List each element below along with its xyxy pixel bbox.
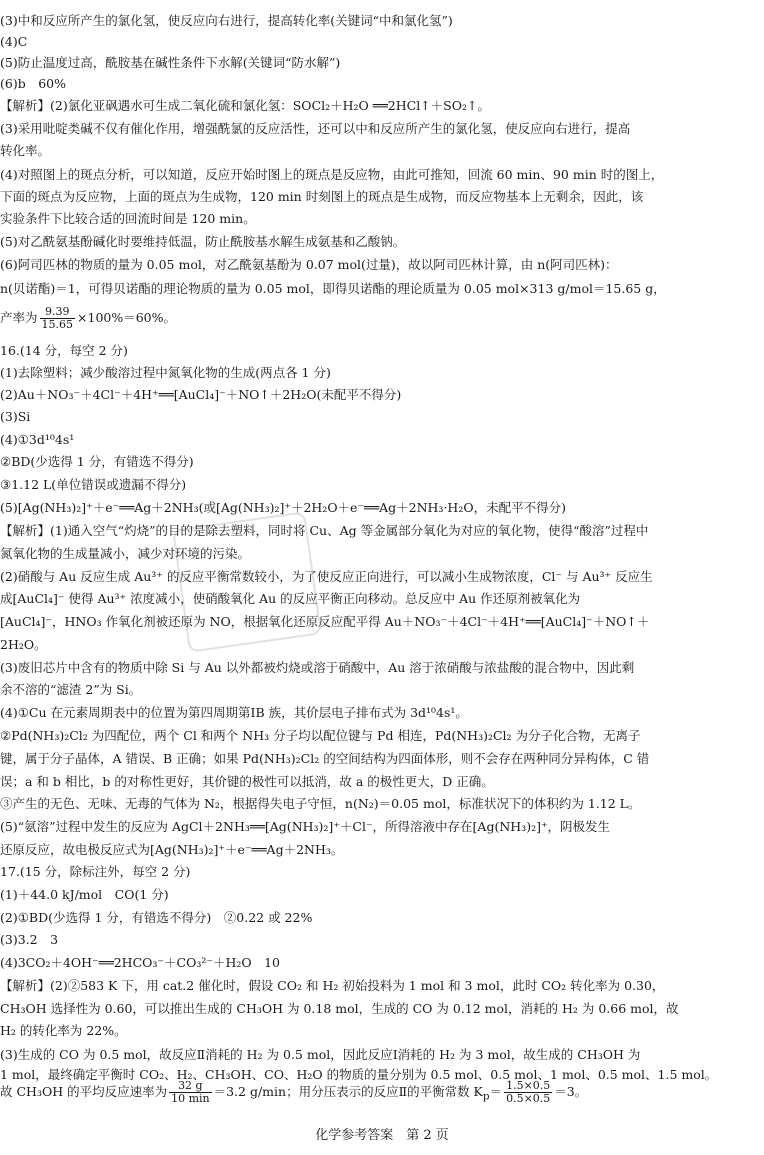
rate-prefix: 故 CH₃OH 的平均反应速率为 bbox=[0, 1084, 168, 1099]
text-line: 1 mol，最终确定平衡时 CO₂、H₂、CH₃OH、CO、H₂O 的物质的量分别为 0.5 mol、0.5 mol、1 mol、0.5 mol、1.5 mol。 bbox=[0, 1067, 718, 1082]
text-line: ②BD(少选得 1 分，有错选不得分) bbox=[0, 454, 194, 469]
rate-denominator: 10 min bbox=[171, 1092, 210, 1105]
text-line: [AuCl₄]⁻，HNO₃ 作氧化剂被还原为 NO，根据氧化还原反应配平得 Au＋NO₃⁻＋4Cl⁻＋4H⁺══[AuCl₄]⁻＋NO↑＋ bbox=[0, 614, 650, 629]
rate-numerator: 32 g bbox=[169, 1080, 212, 1093]
kp-equals: ＝ bbox=[489, 1084, 503, 1099]
text-line: 【解析】(1)通入空气“灼烧”的目的是除去塑料，同时将 Cu、Ag 等金属部分氧化为对应的氧化物，使得“酸溶”过程中 bbox=[0, 523, 649, 538]
kp-fraction bbox=[504, 1080, 552, 1105]
text-line: (3)Si bbox=[0, 409, 31, 424]
yield-denominator: 15.65 bbox=[41, 318, 74, 331]
rate-line bbox=[0, 1080, 764, 1106]
text-line: 还原反应，故电极反应式为[Ag(NH₃)₂]⁺＋e⁻══Ag＋2NH₃。 bbox=[0, 842, 344, 857]
yield-prefix: 产率为 bbox=[0, 310, 38, 325]
text-line: (4)①Cu 在元素周期表中的位置为第四周期第ⅠB 族，其价层电子排布式为 3d¹⁰4s¹。 bbox=[0, 705, 468, 720]
rate-suffix: ＝3。 bbox=[554, 1084, 588, 1099]
text-line: (6)b 60% bbox=[0, 76, 66, 91]
text-line: 下面的斑点为反应物，上面的斑点为生成物，120 min 时刻图上的斑点是生成物，而反应物基本上无剩余，因此，该 bbox=[0, 189, 644, 204]
text-line: H₂ 的转化率为 22%。 bbox=[0, 1023, 127, 1038]
kp-subscript: p bbox=[482, 1090, 490, 1103]
text-line: (3)废旧芯片中含有的物质中除 Si 与 Au 以外都被灼烧或溶于硝酸中，Au 溶于浓硝酸与浓盐酸的混合物中，因此剩 bbox=[0, 660, 635, 675]
text-line: (4)①3d¹⁰4s¹ bbox=[0, 432, 75, 447]
text-line: 余不溶的“滤渣 2”为 Si。 bbox=[0, 682, 142, 697]
yield-line bbox=[0, 306, 764, 331]
text-line: 实验条件下比较合适的回流时间是 120 min。 bbox=[0, 211, 256, 226]
text-line: ③产生的无色、无味、无毒的气体为 N₂，根据得失电子守恒，n(N₂)＝0.05 mol，标准状况下的体积约为 1.12 L。 bbox=[0, 796, 641, 811]
text-line: 氮氧化物的生成量减小，减少对环境的污染。 bbox=[0, 546, 251, 561]
text-line: (5)防止温度过高，酰胺基在碱性条件下水解(关键词“防水解”) bbox=[0, 55, 341, 70]
kp-numerator: 1.5×0.5 bbox=[506, 1080, 551, 1092]
text-line: (1)＋44.0 kJ/mol CO(1 分) bbox=[0, 887, 169, 902]
text-line: (6)阿司匹林的物质的量为 0.05 mol，对乙酰氨基酚为 0.07 mol(过量)，故以阿司匹林计算，由 n(阿司匹林)： bbox=[0, 257, 618, 272]
text-line: (2)Au＋NO₃⁻＋4Cl⁻＋4H⁺══[AuCl₄]⁻＋NO↑＋2H₂O(未配平不得分) bbox=[0, 387, 402, 402]
text-line: (2)①BD(少选得 1 分，有错选不得分) ②0.22 或 22% bbox=[0, 910, 313, 925]
rate-fraction bbox=[169, 1080, 212, 1105]
text-line: (3)3.2 3 bbox=[0, 932, 59, 947]
text-line: (5)对乙酰氨基酚碱化时要维持低温，防止酰胺基水解生成氨基和乙酸钠。 bbox=[0, 234, 406, 249]
text-line: (4)C bbox=[0, 34, 28, 49]
text-line: 【解析】(2)②583 K 下，用 cat.2 催化时，假设 CO₂ 和 H₂ 初始投料为 1 mol 和 3 mol，此时 CO₂ 转化率为 0.30， bbox=[0, 978, 665, 993]
text-line: (5)“氨溶”过程中发生的反应为 AgCl＋2NH₃══[Ag(NH₃)₂]⁺＋Cl⁻，所得溶液中存在[Ag(NH₃)₂]⁺，阴极发生 bbox=[0, 819, 611, 834]
text-line: 17.(15 分，除标注外，每空 2 分) bbox=[0, 864, 191, 879]
text-line: (1)去除塑料；减少酸溶过程中氮氧化物的生成(两点各 1 分) bbox=[0, 365, 331, 380]
text-line: (3)采用吡啶类碱不仅有催化作用，增强酰氯的反应活性，还可以中和反应所产生的氯化氢，使反应向右进行，提高 bbox=[0, 121, 631, 136]
rate-middle: ＝3.2 g/min；用分压表示的反应Ⅱ的平衡常数 K bbox=[213, 1084, 483, 1099]
yield-fraction bbox=[40, 306, 76, 331]
kp-denominator: 0.5×0.5 bbox=[506, 1092, 551, 1105]
yield-numerator: 9.39 bbox=[40, 306, 76, 319]
text-line: 成[AuCl₄]⁻ 使得 Au³⁺ 浓度减小，使硝酸氧化 Au 的反应平衡正向移动。总反应中 Au 作还原剂被氧化为 bbox=[0, 591, 581, 606]
text-line: (4)3CO₂＋4OH⁻══2HCO₃⁻＋CO₃²⁻＋H₂O 10 bbox=[0, 955, 281, 970]
text-line: n(贝诺酯)＝1，可得贝诺酯的理论物质的量为 0.05 mol，即得贝诺酯的理论质量为 0.05 mol×313 g/mol＝15.65 g， bbox=[0, 281, 666, 296]
text-line: 2H₂O。 bbox=[0, 637, 47, 652]
text-line: 转化率。 bbox=[0, 143, 51, 158]
text-line: ③1.12 L(单位错误或遗漏不得分) bbox=[0, 477, 187, 492]
text-line: (3)生成的 CO 为 0.5 mol，故反应Ⅱ消耗的 H₂ 为 0.5 mol，因此反应Ⅰ消耗的 H₂ 为 3 mol，故生成的 CH₃OH 为 bbox=[0, 1047, 641, 1062]
text-line: 【解析】(2)氯化亚砜遇水可生成二氧化硫和氯化氢：SOCl₂＋H₂O ══2HCl↑＋SO₂↑。 bbox=[0, 98, 490, 113]
text-line: (4)对照图上的斑点分析，可以知道，反应开始时图上的斑点是反应物，由此可推知，回流 60 min、90 min 时的图上， bbox=[0, 167, 664, 182]
yield-suffix: ×100%＝60%。 bbox=[77, 310, 177, 325]
text-line: CH₃OH 选择性为 0.60，可以推出生成的 CH₃OH 为 0.18 mol，生成的 CO 为 0.12 mol，消耗的 H₂ 为 0.66 mol，故 bbox=[0, 1001, 679, 1016]
text-line: 16.(14 分，每空 2 分) bbox=[0, 343, 128, 358]
page-footer: 化学参考答案 第 2 页 bbox=[315, 1128, 449, 1143]
text-line: (5)[Ag(NH₃)₂]⁺＋e⁻══Ag＋2NH₃(或[Ag(NH₃)₂]⁺＋2H₂O＋e⁻══Ag＋2NH₃·H₂O，未配平不得分) bbox=[0, 500, 566, 515]
text-line: 键，属于分子晶体，A 错误、B 正确；如果 Pd(NH₃)₂Cl₂ 的空间结构为四面体形，则不会存在两种同分异构体，C 错 bbox=[0, 751, 650, 766]
text-line: ②Pd(NH₃)₂Cl₂ 为四配位，两个 Cl 和两个 NH₃ 分子均以配位键与 Pd 相连，Pd(NH₃)₂Cl₂ 为分子化合物，无离子 bbox=[0, 728, 641, 743]
text-line: (3)中和反应所产生的氯化氢，使反应向右进行，提高转化率(关键词“中和氯化氢”) bbox=[0, 13, 453, 28]
text-line: (2)硝酸与 Au 反应生成 Au³⁺ 的反应平衡常数较小，为了使反应正向进行，可以减小生成物浓度，Cl⁻ 与 Au³⁺ 反应生 bbox=[0, 569, 653, 584]
text-line: 误；a 和 b 相比，b 的对称性更好，其价键的极性可以抵消，故 a 的极性更大，D 正确。 bbox=[0, 774, 494, 789]
